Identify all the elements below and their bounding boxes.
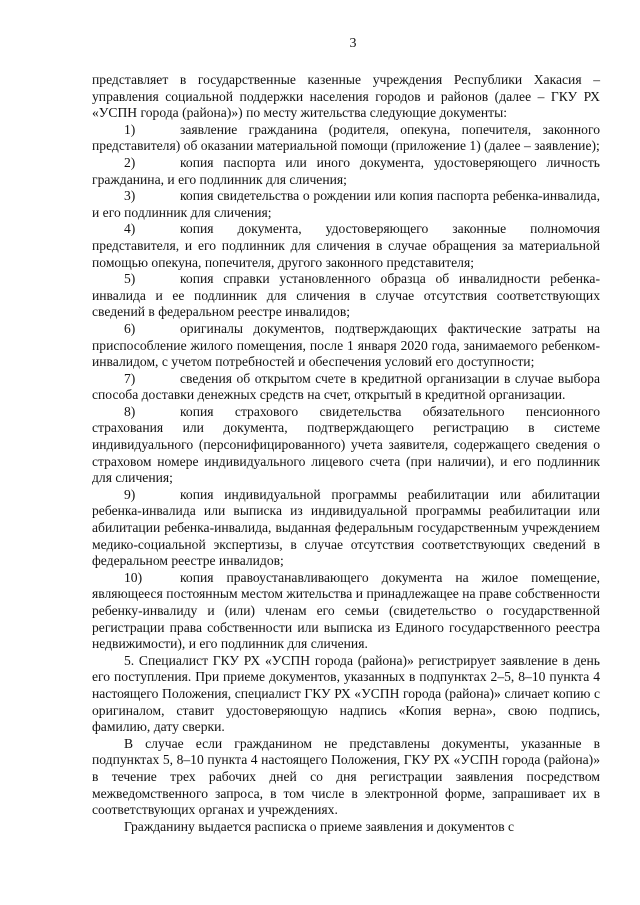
list-item-10 xyxy=(92,570,600,653)
list-item-number: 9) xyxy=(124,486,136,502)
list-item-8 xyxy=(92,404,600,487)
list-item-number: 6) xyxy=(124,320,136,336)
list-item-number: 5) xyxy=(124,271,136,287)
page-number: 3 xyxy=(349,36,357,51)
list-item-text: копия правоустанавливающего документа на жилое помещение, являющееся постоянным местом жительства и принадлежащее на праве собственности ребенку-инвалиду и (или) членам его семьи (свидетельство о государственной регистрации права собственности или выписка из Единого государственного реестра недвижимости), и его подлинник для сличения. xyxy=(92,569,600,652)
list-item-text: копия свидетельства о рождении или копия паспорта ребенка-инвалида, и его подлинник для сличения; xyxy=(92,188,600,220)
list-item-3 xyxy=(92,188,600,221)
paragraph-interagency-request: В случае если гражданином не представлены документы, указанные в подпунктах 5, 8–10 пункта 4 настоящего Положения, ГКУ РХ «УСПН города (района)» в течение трех рабочих дней со дня регистрации заявления посредством межведомственного запроса, в том числе в электронной форме, запрашивает их в соответствующих органах и учреждениях. xyxy=(92,735,600,818)
list-item-number: 2) xyxy=(124,154,136,170)
list-item-number: 1) xyxy=(124,121,136,137)
intro-paragraph: представляет в государственные казенные учреждения Республики Хакасия – управления социальной поддержки населения городов и районов (далее – ГКУ РХ «УСПН города (района)») по месту жительства следующие документы: xyxy=(92,72,600,121)
list-item-text: копия индивидуальной программы реабилитации или абилитации ребенка-инвалида или выписка из индивидуальной программы реабилитации или абилитации ребенка-инвалида, выданная федеральным государственным учреждением медико-социальной экспертизы, в случае отсутствия соответствующих сведений в федеральном реестре инвалидов; xyxy=(92,486,600,569)
list-item-text: копия страхового свидетельства обязательного пенсионного страхования или документа, подтверждающего регистрацию в системе индивидуального (персонифицированного) учета заявителя, содержащего сведения о страховом номере индивидуального лицевого счета (при наличии), и его подлинник для сличения; xyxy=(92,403,600,486)
list-item-number: 4) xyxy=(124,221,136,237)
list-item-number: 7) xyxy=(124,370,136,386)
list-item-text: копия справки установленного образца об инвалидности ребенка-инвалида и ее подлинник для сличения в случае отсутствия соответствующих сведений в федеральном реестре инвалидов; xyxy=(92,271,600,320)
list-item-6 xyxy=(92,321,600,371)
list-item-text: оригиналы документов, подтверждающих фактические затраты на приспособление жилого помещения, после 1 января 2020 года, занимаемого ребенком-инвалидом, с учетом потребностей и обеспечения условий его доступности; xyxy=(92,320,600,370)
list-item-text: копия паспорта или иного документа, удостоверяющего личность гражданина, и его подлинник для сличения; xyxy=(92,154,600,187)
list-item-number: 10) xyxy=(124,569,143,585)
list-item-text: заявление гражданина (родителя, опекуна, попечителя, законного представителя) об оказании материальной помощи (приложение 1) (далее – заявление); xyxy=(92,121,600,154)
list-item-7 xyxy=(92,371,600,404)
list-item-number: 3) xyxy=(124,188,136,204)
list-item-number: 8) xyxy=(124,403,136,419)
list-item-1 xyxy=(92,122,600,155)
list-item-5 xyxy=(92,271,600,321)
list-item-4 xyxy=(92,221,600,271)
document-body xyxy=(92,72,600,835)
list-item-9 xyxy=(92,487,600,570)
paragraph-point-5: 5. Специалист ГКУ РХ «УСПН города (района)» регистрирует заявление в день его поступления. При приеме документов, указанных в подпунктах 2–5, 8–10 пункта 4 настоящего Положения, специалист ГКУ РХ «УСПН города (района)» сличает копию с оригиналом, ставит удостоверяющую надпись «Копия верна», свою подпись, фамилию, дату сверки. xyxy=(92,652,600,735)
list-item-2 xyxy=(92,155,600,188)
paragraph-receipt: Гражданину выдается расписка о приеме заявления и документов с xyxy=(124,818,515,834)
list-item-text: копия документа, удостоверяющего законные полномочия представителя, и его подлинник для сличения в случае обращения за материальной помощью опекуна, попечителя, другого законного представителя; xyxy=(92,221,600,270)
list-item-text: сведения об открытом счете в кредитной организации в случае выбора способа доставки денежных средств на счет, открытый в кредитной организации. xyxy=(92,370,600,403)
